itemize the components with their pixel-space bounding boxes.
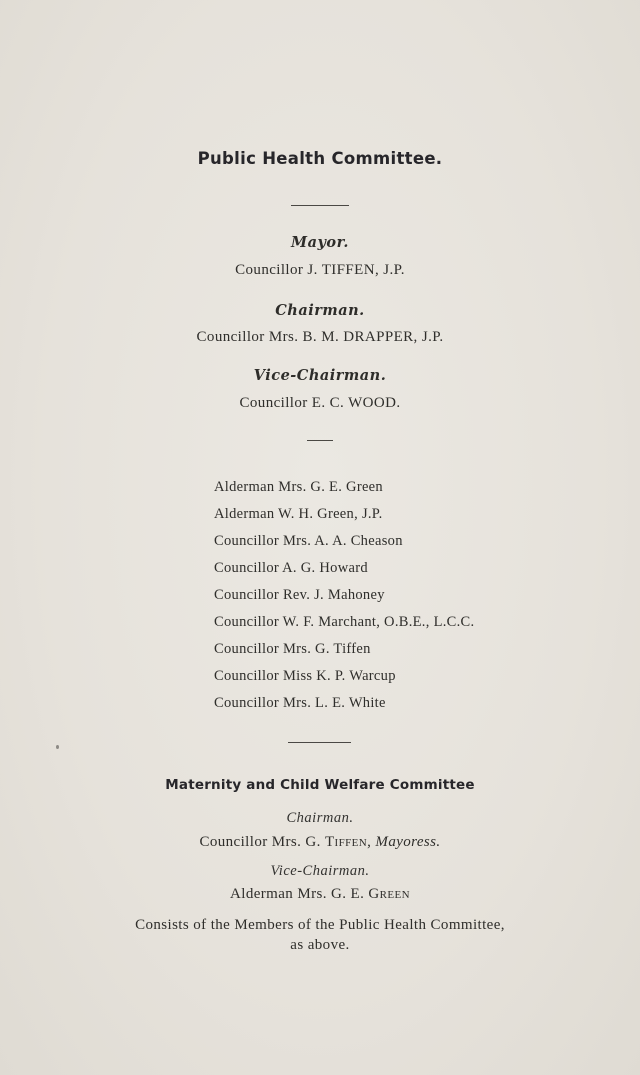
list-item: Councillor W. F. Marchant, O.B.E., L.C.C. (214, 614, 475, 630)
vice-prefix: Alderman Mrs. G. E. (230, 886, 365, 902)
maternity-vice-chairman-name (0, 886, 640, 903)
vice-surname: Green (368, 886, 410, 902)
list-item: Councillor Mrs. A. A. Cheason (214, 533, 403, 549)
page-title: Public Health Committee. (197, 149, 443, 168)
chairman-surname: Tiffen (324, 834, 368, 850)
chairman-heading: Chairman. (275, 302, 365, 319)
member-list (214, 479, 474, 722)
maternity-vice-chairman-heading: Vice-Chairman. (270, 863, 370, 879)
mayor-heading: Mayor. (291, 234, 349, 251)
list-item: Councillor Mrs. L. E. White (214, 695, 386, 711)
list-item: Councillor Rev. J. Mahoney (214, 587, 385, 603)
chairman-name: Councillor Mrs. B. M. DRAPPER, J.P. (196, 329, 444, 345)
chairman-title: Mayoress. (375, 834, 441, 850)
list-item: Councillor Miss K. P. Warcup (214, 668, 396, 684)
maternity-note-line-2: as above. (290, 937, 350, 953)
mayor-name: Councillor J. TIFFEN, J.P. (235, 262, 405, 278)
vice-chairman-heading: Vice-Chairman. (253, 367, 387, 384)
section-divider-short (307, 440, 333, 441)
paper-speck (56, 745, 59, 749)
maternity-title: Maternity and Child Welfare Committee (165, 777, 475, 793)
maternity-chairman-name: Councillor Mrs. G. Tiffen, Mayoress. (199, 834, 441, 850)
members-divider (288, 742, 351, 743)
vice-chairman-name: Councillor E. C. WOOD. (239, 395, 401, 411)
maternity-note-line-1: Consists of the Members of the Public Health Committee, (135, 917, 505, 933)
list-item: Alderman Mrs. G. E. Green (214, 479, 383, 495)
chairman-prefix: Councillor Mrs. G. (199, 834, 321, 850)
list-item: Councillor Mrs. G. Tiffen (214, 641, 371, 657)
list-item: Alderman W. H. Green, J.P. (214, 506, 383, 522)
maternity-chairman-heading: Chairman. (286, 810, 354, 826)
list-item: Councillor A. G. Howard (214, 560, 368, 576)
title-divider (291, 205, 349, 206)
